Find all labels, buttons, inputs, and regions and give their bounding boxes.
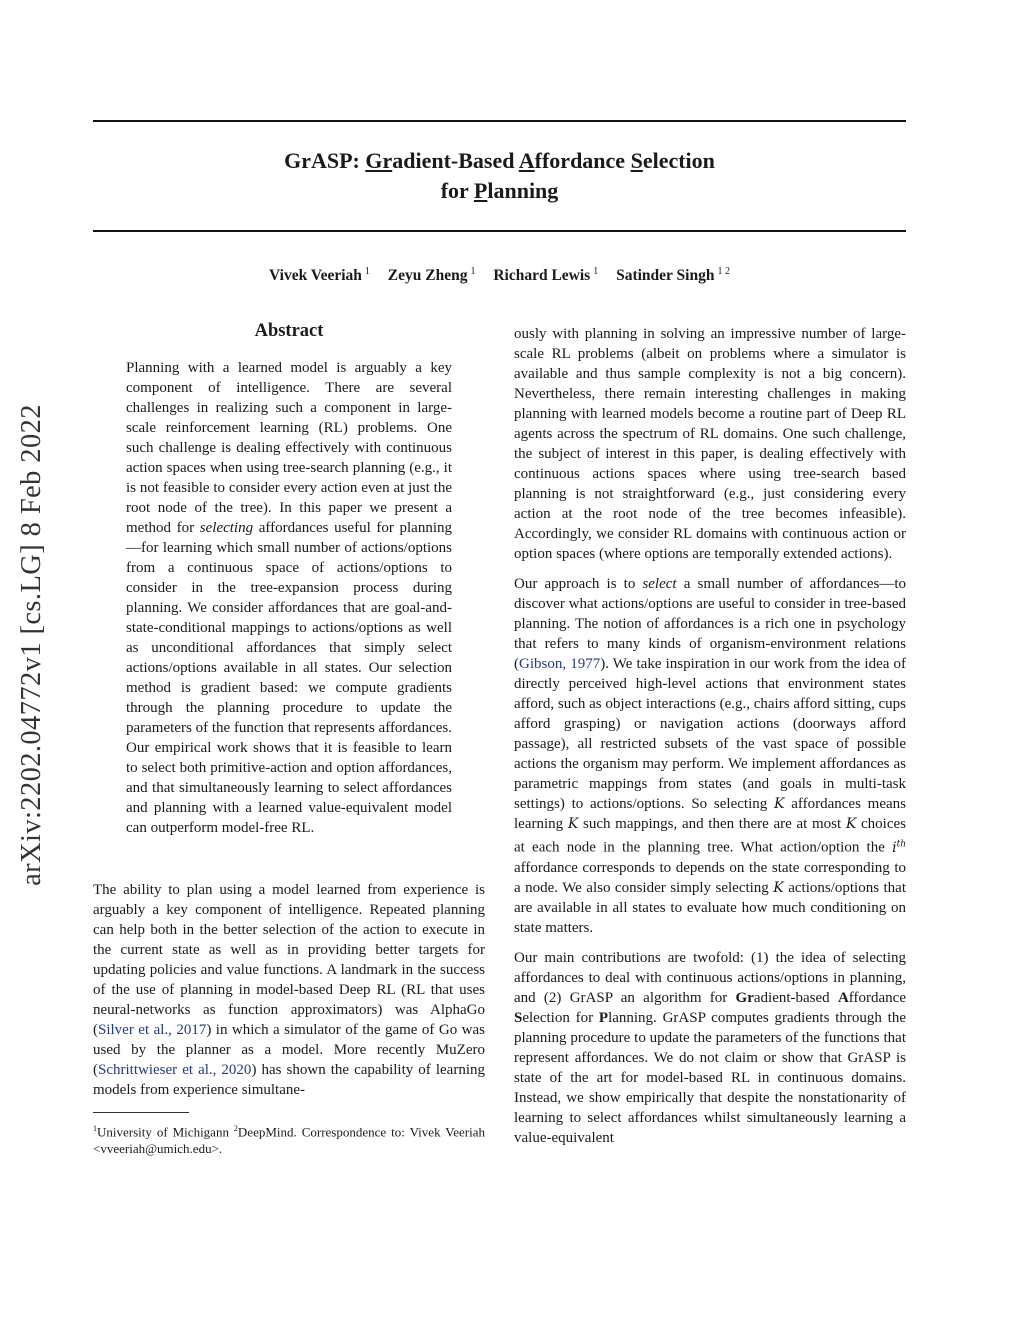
footnote: $^1$University of Michigann $^2$DeepMind. Correspondence to: Vivek Veeriah <vveeriah@umich.edu>. (93, 1124, 485, 1157)
body-paragraph: ously with planning in solving an impressive number of large-scale RL problems (albeit on problems where a simulator is available and thus sample complexity is not a big concern). Nevertheless, there remain interesting challenges in making planning with learned models become a routine part of Deep RL agents across the spectrum of RL domains. One such challenge, the subject of interest in this paper, is dealing effectively with continuous actions spaces where using tree-search based planning is not straightforward (e.g., just considering every action at the root node of the tree becomes infeasible). Accordingly, we consider RL domains with continuous action or option spaces (where options are temporally extended actions). (514, 326, 906, 562)
body-paragraph: Our approach is to select a small number of affordances—to discover what actions/options are useful to consider in tree-based planning. The notion of affordances is a rich one in psychology that refers to many kinds of organism-environment relations (Gibson, 1977). We take inspiration in our work from the idea of directly perceived high-level actions that environment states afford, such as object interactions (e.g., chairs afford sitting, cups afford grasping) or navigation actions (doorways afford passage), all restricted subsets of the vast space of possible actions the organism may perform. We implement affordances as parametric mappings from states (and goals in multi-task settings) to actions/options. So selecting K affordances means learning K such mappings, and then there are at most K choices at each node in the planning tree. What action/option the $i^{th}$ affordance corresponds to depends on the state corresponding to a node. We also consider simply selecting K actions/options that are available in all states to evaluate how much conditioning on state matters. (514, 576, 906, 936)
author: Zeyu Zheng $^1$ (387, 266, 476, 285)
citation-link[interactable]: Silver et al., 2017 (98, 1022, 207, 1038)
arxiv-identifier: arXiv:2202.04772v1 [cs.LG] 8 Feb 2022 (16, 404, 47, 886)
author: Richard Lewis $^1$ (493, 266, 599, 285)
abstract-heading: Abstract (254, 321, 324, 341)
paper-title: GrASP: Gradient-Based Affordance Selection for Planning (284, 148, 715, 203)
citation-link[interactable]: Schrittwieser et al., 2020 (98, 1062, 252, 1078)
introduction-paragraph: The ability to plan using a model learned from experience is arguably a key component of intelligence. Repeated planning can help both in the better selection of the action to execute in the current state as well as in providing better targets for updating policies and value functions. A landmark in the success of the use of planning in model-based Deep RL (RL that uses neural-networks as function approximators) was AlphaGo (Silver et al., 2017) in which a simulator of the game of Go was used by the planner as a model. More recently MuZero (Schrittwieser et al., 2020) has shown the capability of learning models from experience simultane- (93, 882, 485, 1098)
right-column (514, 324, 906, 1148)
citation-link[interactable]: Gibson, 1977 (519, 656, 601, 672)
author-list (93, 266, 906, 285)
footnote-rule (93, 1112, 189, 1113)
body-paragraph: Our main contributions are twofold: (1) the idea of selecting affordances to deal with continuous actions/options in planning, and (2) GrASP an algorithm for Gradient-based Affordance Selection for Planning. GrASP computes gradients through the planning procedure to update the parameters of the functions that represent affordances. We do not claim or show that GrASP is state of the art for model-based RL in continuous domains. Instead, we show empirically that despite the nonstationarity of learning to select affordances whilst simultaneously learning a value-equivalent (514, 949, 906, 1146)
author: Satinder Singh $^{1 2}$ (616, 266, 730, 285)
abstract-text: Planning with a learned model is arguably a key component of intelligence. There are several challenges in realizing such a component in large-scale reinforcement learning (RL) problems. One such challenge is dealing effectively with continuous action spaces when using tree-search planning (e.g., it is not feasible to consider every action even at just the root node of the tree). In this paper we present a method for selecting affordances useful for planning—for learning which small number of actions/options from a continuous space of actions/options to consider in the tree-expansion process during planning. We consider affordances that are goal-and-state-conditional mappings to actions/options as well as unconditional affordances that simply select actions/options available in all states. Our selection method is gradient based: we compute gradients through the planning procedure to update the parameters of the function that represents affordances. Our empirical work shows that it is feasible to learn to select both primitive-action and option affordances, and that simultaneously learning to select affordances and planning with a learned value-equivalent model can outperform model-free RL. (126, 360, 453, 836)
bottom-rule (93, 230, 906, 232)
author: Vivek Veeriah $^1$ (269, 266, 370, 285)
left-column (93, 318, 485, 1157)
top-rule (93, 120, 906, 122)
arxiv-sidebar (8, 365, 56, 925)
